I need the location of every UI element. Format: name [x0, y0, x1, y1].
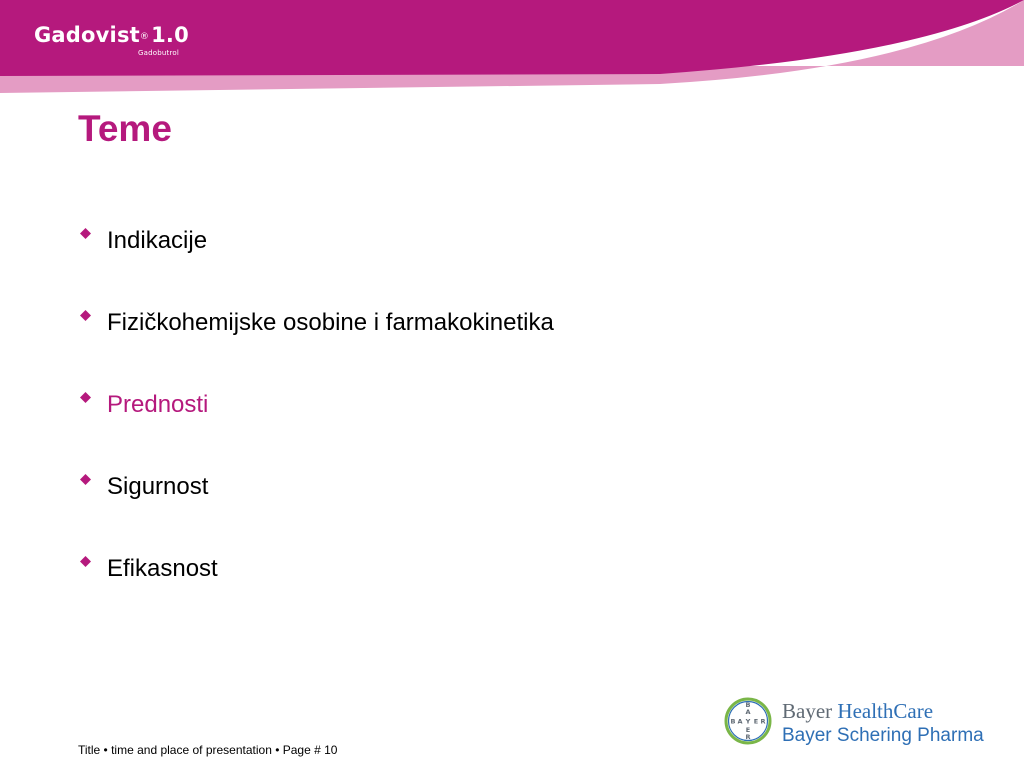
list-item-label: Efikasnost: [107, 555, 218, 582]
svg-text:R: R: [760, 717, 766, 726]
diamond-icon: [80, 474, 91, 485]
svg-text:A: A: [737, 717, 743, 726]
page-title: Teme: [78, 108, 172, 149]
bayer-schering-pharma-wordmark: Bayer Schering Pharma: [782, 725, 984, 746]
svg-text:A: A: [745, 708, 751, 716]
list-item-label: Fizičkohemijske osobine i farmakokinetika: [107, 309, 554, 336]
svg-text:E: E: [745, 726, 751, 734]
list-item-label: Indikacije: [107, 227, 208, 254]
list-item-label: Sigurnost: [107, 473, 209, 500]
bayer-healthcare-wordmark: [782, 699, 933, 723]
svg-text:Y: Y: [745, 717, 751, 726]
svg-text:B: B: [730, 717, 736, 726]
diamond-icon: [80, 228, 91, 239]
gadovist-logo: [34, 22, 189, 57]
svg-text:B: B: [745, 701, 751, 709]
logo-registered-mark: ®: [139, 32, 150, 42]
brand-healthcare: HealthCare: [837, 699, 934, 723]
logo-wordmark: [34, 22, 189, 48]
list-item-label: Prednosti: [107, 391, 209, 418]
svg-text:R: R: [745, 733, 751, 741]
brand-bayer: Bayer: [782, 699, 833, 723]
diamond-icon: [80, 556, 91, 567]
bayer-cross-logo-icon: [723, 696, 773, 746]
logo-subtitle: Gadobutrol: [138, 49, 180, 57]
logo-name: Gadovist: [34, 23, 140, 47]
diamond-icon: [80, 310, 91, 321]
diamond-icon: [80, 392, 91, 403]
svg-text:E: E: [753, 717, 759, 726]
logo-version: 1.0: [151, 23, 189, 47]
footer-text: Title • time and place of presentation • Page # 10: [78, 743, 338, 757]
